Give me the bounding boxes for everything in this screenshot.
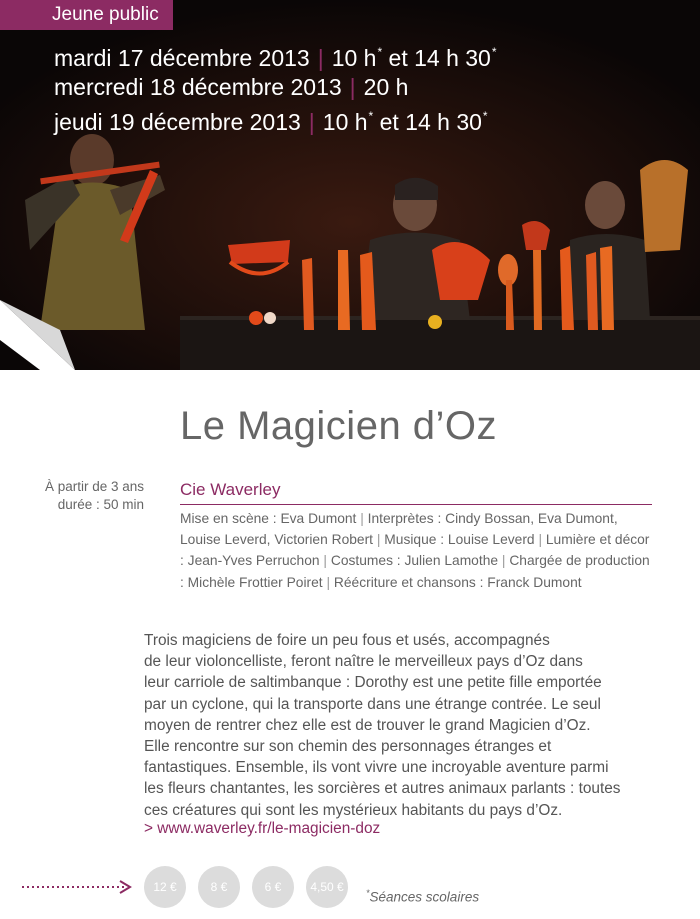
dotted-arrow-icon — [22, 880, 132, 894]
price-badge: 6 € — [252, 866, 294, 908]
price-badge: 12 € — [144, 866, 186, 908]
credit-separator: | — [498, 553, 510, 569]
date-separator: | — [317, 45, 324, 71]
asterisk: * — [377, 45, 383, 59]
credit-item: Lumière et décor : Jean-Yves Perruchon — [180, 532, 650, 569]
credit-separator: | — [534, 532, 546, 548]
credit-separator: | — [356, 511, 368, 526]
duration: durée : 50 min — [57, 497, 144, 512]
credit-separator: | — [319, 553, 331, 569]
date-time: et 14 h 30 — [382, 45, 491, 71]
age-range: À partir de 3 ans — [44, 479, 144, 494]
date-time: 10 h — [322, 109, 368, 135]
credit-separator: | — [373, 532, 385, 548]
date-day: mardi 17 décembre 2013 — [54, 45, 310, 71]
description-line: fantastiques. Ensemble, ils vont vivre une incroyable aventure parmi — [144, 759, 609, 777]
note-text: Séances scolaires — [369, 889, 480, 905]
description-line: moyen de rentrer chez elle est de trouver le grand Magicien d’Oz. — [144, 716, 591, 734]
date-day: jeudi 19 décembre 2013 — [54, 109, 301, 135]
price-badge: 4,50 € — [306, 866, 348, 908]
credit-item: Réécriture et chansons : Franck Dumont — [333, 574, 582, 590]
website-link[interactable]: > www.waverley.fr/le-magicien-doz — [144, 820, 381, 837]
date-separator: | — [349, 74, 356, 100]
credit-item: Mise en scène : Eva Dumont — [180, 511, 357, 526]
category-tag: Jeune public — [0, 0, 173, 30]
asterisk: * — [491, 45, 497, 59]
date-time: 20 h — [363, 74, 409, 100]
audience-info — [45, 478, 144, 514]
price-badge: 8 € — [198, 866, 240, 908]
description-line: les fleurs chantantes, les sorcières et autres animaux parlants : toutes — [144, 780, 621, 798]
credit-item: Musique : Louise Leverd — [384, 532, 535, 548]
date-day: mercredi 18 décembre 2013 — [54, 74, 342, 100]
credit-separator: | — [322, 574, 334, 590]
date-time: 10 h — [331, 45, 377, 71]
description-line: leur carriole de saltimbanque : Dorothy est une petite fille emportée — [144, 674, 602, 692]
date-line-1 — [54, 38, 497, 73]
description-line: Elle rencontre sur son chemin des personnages étranges et — [144, 738, 552, 756]
asterisk: * — [366, 888, 370, 898]
description-line: de leur violoncelliste, feront naître le merveilleux pays d’Oz dans — [144, 653, 583, 671]
performance-dates — [54, 38, 497, 137]
description-line: par un cyclone, qui la transporte dans une étrange contrée. Le seul — [144, 695, 601, 713]
description-line: ces créatures qui sont les mystérieux habitants du pays d’Oz. — [144, 801, 563, 819]
school-sessions-note — [366, 888, 479, 905]
asterisk: * — [482, 109, 488, 123]
description-line: Trois magiciens de foire un peu fous et usés, accompagnés — [144, 632, 550, 649]
credit-item: Costumes : Julien Lamothe — [330, 553, 499, 569]
date-separator: | — [308, 109, 315, 135]
show-photo — [0, 0, 700, 370]
company-name: Cie Waverley — [180, 480, 652, 505]
credits — [180, 508, 650, 593]
description — [144, 630, 654, 821]
date-line-3 — [54, 102, 497, 137]
credit-item: Interprètes : Cindy Bossan, Eva Dumont, Louise Leverd, Victorien Robert — [180, 511, 618, 548]
date-line-2 — [54, 73, 497, 102]
show-title: Le Magicien d’Oz — [180, 404, 498, 448]
credit-item: Chargée de production : Michèle Frottier Poiret — [180, 553, 650, 590]
asterisk: * — [368, 109, 374, 123]
date-time: et 14 h 30 — [373, 109, 482, 135]
